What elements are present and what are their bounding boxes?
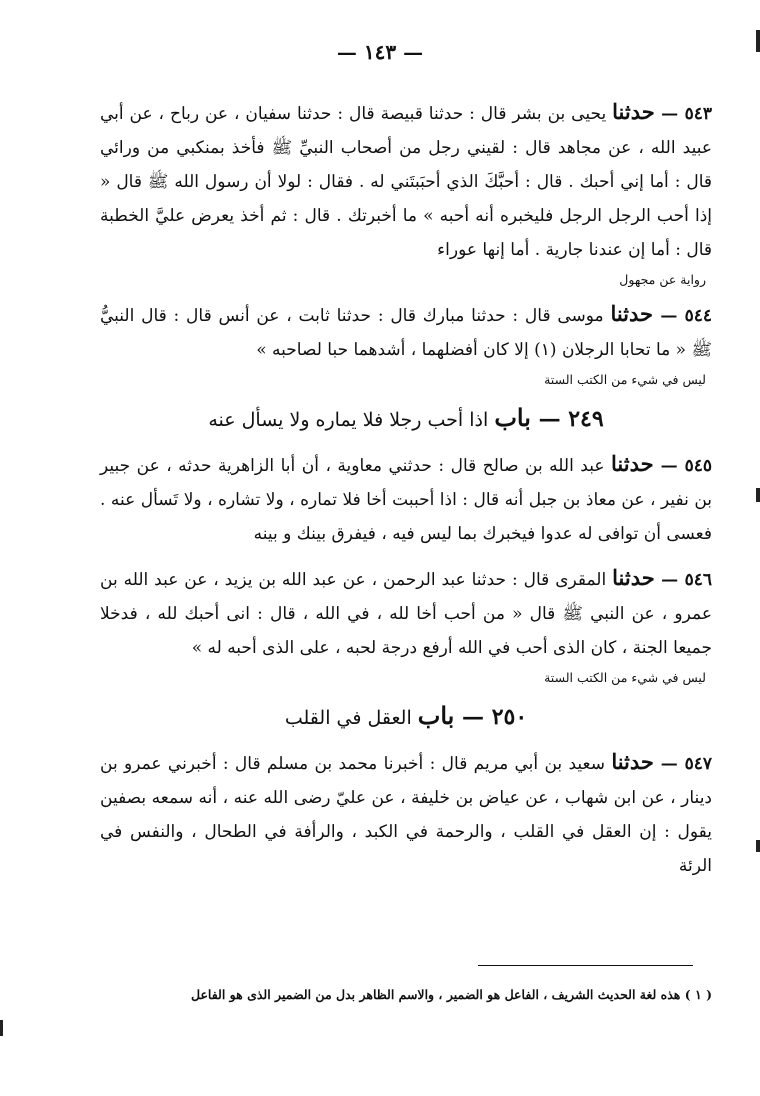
hadith-number: ٥٤٤ <box>684 306 713 326</box>
edge-mark-top <box>756 30 760 52</box>
spacer <box>100 551 712 561</box>
page-content <box>100 95 712 883</box>
hadith-text: يحيى بن بشر قال : حدثنا قبيصة قال : حدثنا سفيان ، عن رباح ، عن أبي عبيد الله ، عن مجاهد قال : لقيني رجل من أصحاب النبيِّ ﷺ فأخذ بمنكبي من ورائي قال : أما إني أحبك . قال : أحبَّكَ الذي أحبَبتَني له . فقال : لولا أن رسول الله ﷺ قال « إذا أحب الرجل الرجل فليخبره أنه أحبه » ما أخبرتك . قال : ثم أخذ يعرض عليَّ الخطبة قال : أما إن عندنا جارية . أما إنها عوراء <box>100 104 712 260</box>
hadith-keyword: حدثنا <box>612 99 655 124</box>
chapter-keyword: باب <box>494 403 531 432</box>
hadith-٥٤٥: ٥٤٥ — حدثنا عبد الله بن صالح قال : حدثني معاوية ، أن أبا الزاهرية حدثه ، عن جبير بن نفير ، عن معاذ بن جبل أنه قال : اذا أحببت أخا فلا تماره ، ولا تشاره ، ولا تَسأل عنه . فعسى أن توافى له عدوا فيخبرك بما ليس فيه ، فيفرق بينك و بينه <box>100 451 713 544</box>
hadith-text: المقرى قال : حدثنا عبد الرحمن ، عن عبد الله بن يزيد ، عن عبد الله بن عمرو ، عن النبي ﷺ قال « من أحب أخا لله ، في الله ، قال : انى أحبك لله ، فدخلا جميعا الجنة ، كان الذى أحب في الله أرفع درجة لحبه ، على الذى أحبه له » <box>100 570 712 658</box>
chapter-heading-٢٥٠: ٢٥٠ — باب العقل في القلب <box>284 701 528 730</box>
hadith-keyword: حدثنا <box>610 301 654 326</box>
hadith-٥٤٦: ٥٤٦ — حدثنا المقرى قال : حدثنا عبد الرحمن ، عن عبد الله بن يزيد ، عن عبد الله بن عمرو ، عن النبي ﷺ قال « من أحب أخا لله ، في الله ، قال : انى أحبك لله ، فدخلا جميعا الجنة ، كان الذى أحب في الله أرفع درجة لحبه ، على الذى أحبه له » <box>100 565 713 658</box>
hadith-text: موسى قال : حدثنا مبارك قال : حدثنا ثابت ، عن أنس قال : قال النبيُّ ﷺ « ما تحابا الرجلان (١) إلا كان أفضلهما ، أشدهما حبا لصاحبه » <box>100 306 712 360</box>
hadith-٥٤٣: ٥٤٣ — حدثنا يحيى بن بشر قال : حدثنا قبيصة قال : حدثنا سفيان ، عن رباح ، عن أبي عبيد الله ، عن مجاهد قال : لقيني رجل من أصحاب النبيِّ ﷺ فأخذ بمنكبي من ورائي قال : أما إني أحبك . قال : أحبَّكَ الذي أحبَبتَني له . فقال : لولا أن رسول الله ﷺ قال « إذا أحب الرجل الرجل فليخبره أنه أحبه » ما أخبرتك . قال : ثم أخذ يعرض عليَّ الخطبة قال : أما إن عندنا جارية . أما إنها عوراء <box>100 99 713 260</box>
edge-mark-left <box>0 1020 3 1036</box>
chapter-number: ٢٤٩ <box>568 406 604 432</box>
chapter-title: العقل في القلب <box>284 707 412 729</box>
chapter-keyword: باب <box>417 701 455 730</box>
chapter-number: ٢٥٠ <box>491 704 528 730</box>
hadith-text: سعيد بن أبي مريم قال : أخبرنا محمد بن مسلم قال : أخبرني عمرو بن دينار ، عن ابن شهاب ، عن عياض بن خليفة ، عن عليّ رضى الله عنه ، أنه سمعه بصفين يقول : إن العقل في القلب ، والرحمة في الكبد ، والرأفة في الطحال ، والنفس في الرئة <box>100 754 712 876</box>
grading-note: ليس في شيء من الكتب الستة <box>544 372 706 387</box>
hadith-keyword: حدثنا <box>612 565 655 590</box>
page-number: — ١٤٣ — <box>336 40 424 64</box>
hadith-number: ٥٤٧ <box>684 754 713 774</box>
grading-note: رواية عن مجهول <box>619 272 706 287</box>
footnote-divider <box>478 965 693 966</box>
edge-mark-lower <box>756 840 760 852</box>
footnote: ( ١ ) هذه لغة الحديث الشريف ، الفاعل هو الضمير ، والاسم الظاهر بدل من الضمير الذى هو الفاعل <box>190 987 712 1002</box>
hadith-٥٤٧: ٥٤٧ — حدثنا سعيد بن أبي مريم قال : أخبرنا محمد بن مسلم قال : أخبرني عمرو بن دينار ، عن ابن شهاب ، عن عياض بن خليفة ، عن عليّ رضى الله عنه ، أنه سمعه بصفين يقول : إن العقل في القلب ، والرحمة في الكبد ، والرأفة في الطحال ، والنفس في الرئة <box>100 749 713 876</box>
hadith-keyword: حدثنا <box>611 749 654 774</box>
hadith-number: ٥٤٥ <box>684 456 713 476</box>
chapter-heading-٢٤٩: ٢٤٩ — باب اذا أحب رجلا فلا يماره ولا يسأل عنه <box>208 403 604 432</box>
edge-mark-middle <box>756 488 760 502</box>
grading-note: ليس في شيء من الكتب الستة <box>544 670 706 685</box>
hadith-number: ٥٤٣ <box>684 104 713 124</box>
hadith-number: ٥٤٦ <box>684 570 713 590</box>
hadith-٥٤٤: ٥٤٤ — حدثنا موسى قال : حدثنا مبارك قال : حدثنا ثابت ، عن أنس قال : قال النبيُّ ﷺ « ما تحابا الرجلان (١) إلا كان أفضلهما ، أشدهما حبا لصاحبه » <box>100 301 713 360</box>
hadith-text: عبد الله بن صالح قال : حدثني معاوية ، أن أبا الزاهرية حدثه ، عن جبير بن نفير ، عن معاذ بن جبل أنه قال : اذا أحببت أخا فلا تماره ، ولا تشاره ، ولا تَسأل عنه . فعسى أن توافى له عدوا فيخبرك بما ليس فيه ، فيفرق بينك و بينه <box>100 456 712 544</box>
hadith-keyword: حدثنا <box>611 451 654 476</box>
chapter-title: اذا أحب رجلا فلا يماره ولا يسأل عنه <box>208 409 489 431</box>
